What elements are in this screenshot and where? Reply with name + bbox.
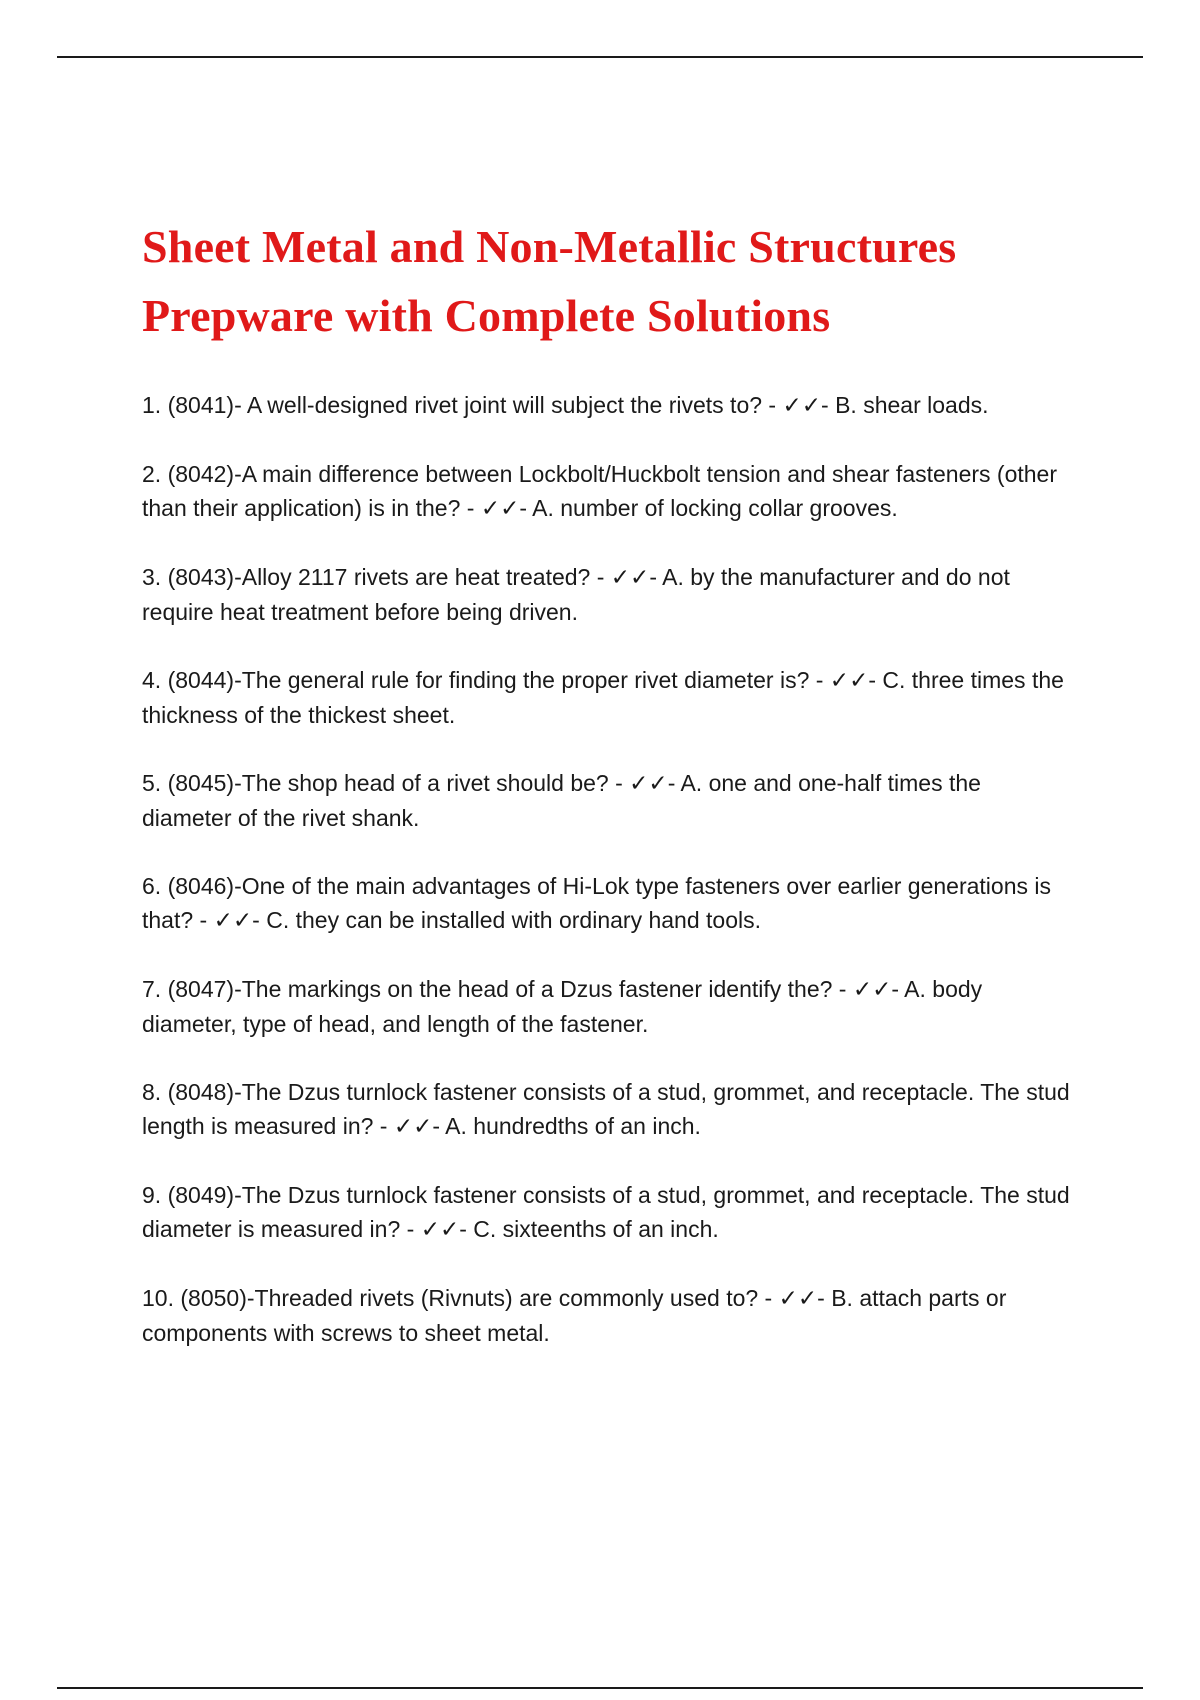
- check-icon: ✓✓: [778, 1286, 818, 1312]
- check-icon: ✓✓: [213, 908, 253, 934]
- answer-text: - A. by the manufacturer and do not require heat treatment before being driven.: [142, 564, 1010, 625]
- document-title: [142, 212, 1072, 350]
- question-item: [142, 972, 1072, 1041]
- question-text: (8049)-The Dzus turnlock fastener consists of a stud, grommet, and receptacle. The stud diameter is measured in? -: [142, 1182, 1070, 1242]
- document-body: [142, 212, 1072, 1384]
- answer-text: - A. one and one-half times the diameter of the rivet shank.: [142, 770, 981, 831]
- answer-text: - B. shear loads.: [821, 392, 989, 418]
- check-icon: ✓✓: [829, 668, 869, 694]
- question-item: [142, 457, 1072, 526]
- answer-text: - A. number of locking collar grooves.: [519, 495, 898, 521]
- question-number: 3.: [142, 564, 162, 590]
- question-text: (8048)-The Dzus turnlock fastener consists of a stud, grommet, and receptacle. The stud length is measured in? -: [142, 1079, 1070, 1139]
- check-icon: ✓✓: [852, 977, 892, 1003]
- answer-text: - C. sixteenths of an inch.: [459, 1216, 719, 1242]
- check-icon: ✓✓: [610, 565, 650, 591]
- question-number: 6.: [142, 873, 162, 899]
- question-item: [142, 869, 1072, 938]
- question-text: (8046)-One of the main advantages of Hi-Lok type fasteners over earlier generations is that? -: [142, 873, 1052, 933]
- answer-text: - C. they can be installed with ordinary hand tools.: [252, 907, 761, 933]
- question-number: 5.: [142, 770, 162, 796]
- question-item: [142, 1178, 1072, 1247]
- check-icon: ✓✓: [782, 393, 822, 419]
- question-text: (8041)- A well-designed rivet joint will subject the rivets to? -: [167, 392, 777, 418]
- title-line-2: Prepware with Complete Solutions: [142, 290, 831, 341]
- question-number: 10.: [142, 1285, 174, 1311]
- title-line-1: Sheet Metal and Non-Metallic Structures: [142, 221, 957, 272]
- question-number: 4.: [142, 667, 162, 693]
- question-number: 1.: [142, 392, 162, 418]
- question-item: [142, 560, 1072, 629]
- top-rule: [57, 56, 1143, 58]
- check-icon: ✓✓: [480, 496, 520, 522]
- answer-text: - B. attach parts or components with screws to sheet metal.: [142, 1285, 1007, 1346]
- question-item: [142, 1281, 1072, 1350]
- answer-text: - A. body diameter, type of head, and length of the fastener.: [142, 976, 983, 1037]
- question-item: [142, 663, 1072, 732]
- check-icon: ✓✓: [629, 771, 668, 797]
- question-list: [142, 388, 1072, 1350]
- question-text: (8044)-The general rule for finding the proper rivet diameter is? -: [167, 667, 824, 693]
- question-text: (8043)-Alloy 2117 rivets are heat treated? -: [167, 564, 605, 590]
- answer-text: - C. three times the thickness of the thickest sheet.: [142, 667, 1064, 728]
- question-number: 7.: [142, 976, 162, 1002]
- question-text: (8042)-A main difference between Lockbolt/Huckbolt tension and shear fasteners (other than their application) is in the? -: [142, 461, 1058, 521]
- question-item: [142, 766, 1072, 835]
- question-text: (8050)-Threaded rivets (Rivnuts) are commonly used to? -: [180, 1285, 773, 1311]
- question-number: 2.: [142, 461, 162, 487]
- question-item: [142, 1075, 1072, 1144]
- bottom-rule: [57, 1687, 1143, 1689]
- check-icon: ✓✓: [420, 1217, 460, 1243]
- question-number: 8.: [142, 1079, 162, 1105]
- answer-text: - A. hundredths of an inch.: [432, 1113, 701, 1139]
- question-item: [142, 388, 1072, 423]
- question-text: (8045)-The shop head of a rivet should be? -: [167, 770, 623, 796]
- check-icon: ✓✓: [393, 1114, 433, 1140]
- question-text: (8047)-The markings on the head of a Dzus fastener identify the? -: [167, 976, 847, 1002]
- question-number: 9.: [142, 1182, 162, 1208]
